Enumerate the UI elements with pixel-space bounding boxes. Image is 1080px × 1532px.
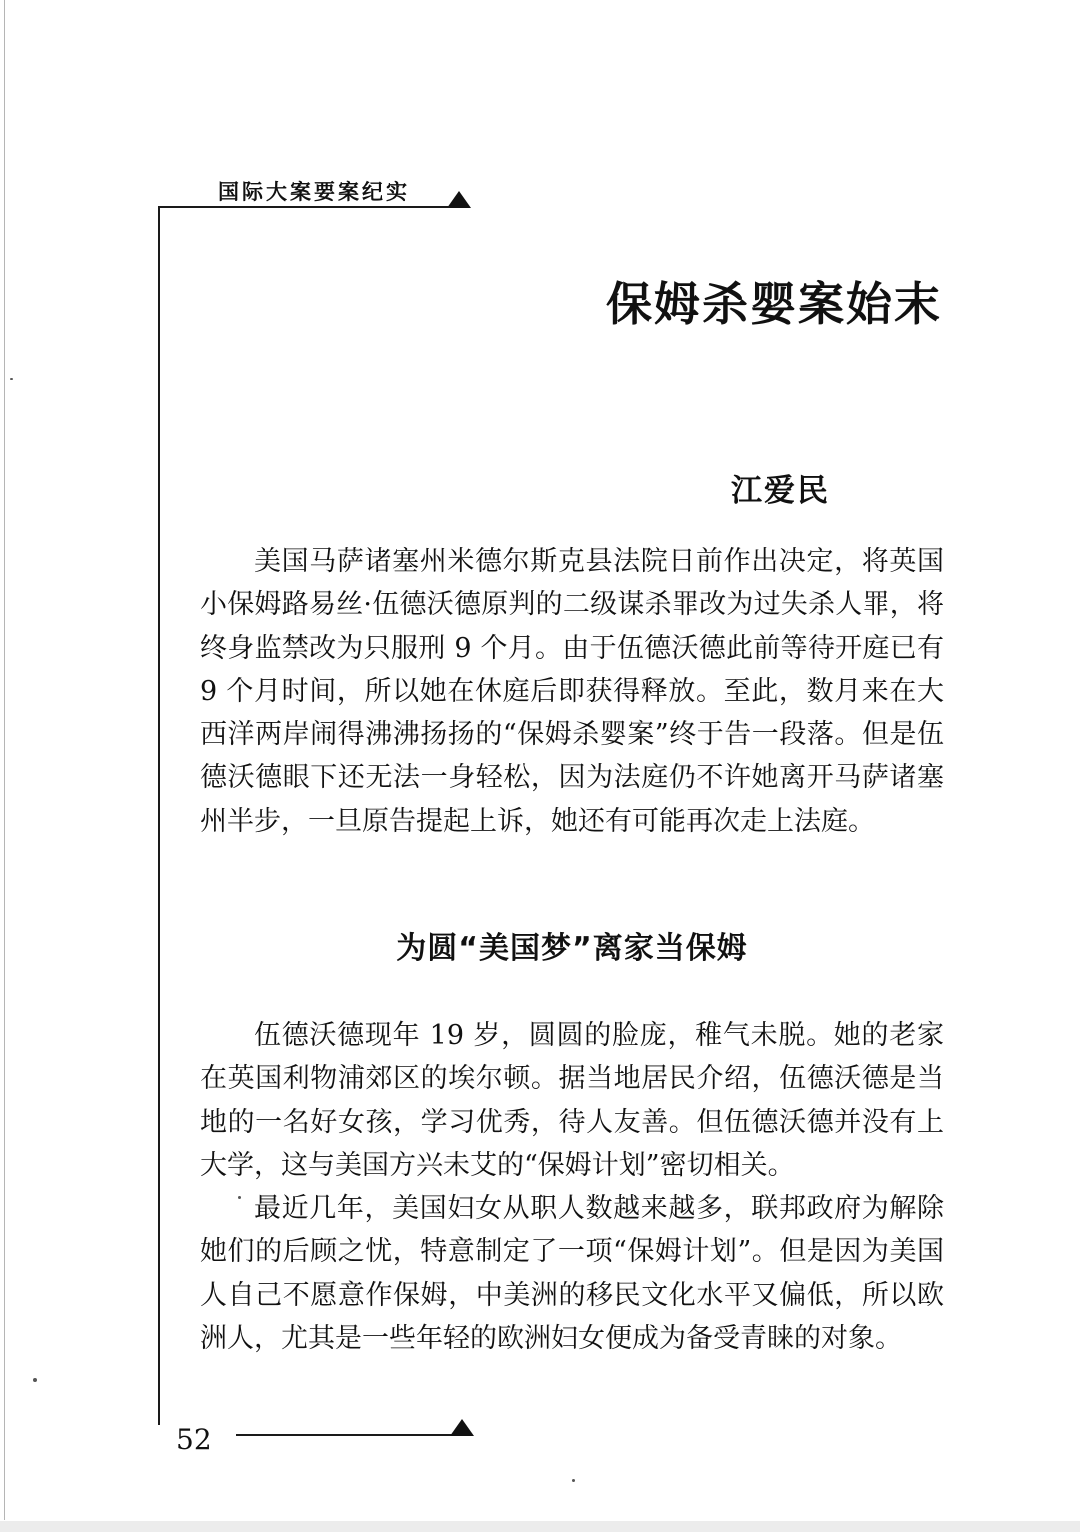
margin-rule <box>158 207 160 1425</box>
paragraph: 美国马萨诸塞州米德尔斯克县法院日前作出决定，将英国小保姆路易丝·伍德沃德原判的二级谋杀罪改为过失杀人罪，将终身监禁改为只服刑 9 个月。由于伍德沃德此前等待开庭已有 9 个月时间，所以她在休庭后即获得释放。至此，数月来在大西洋两岸闹得沸沸扬扬的“保姆杀婴案”终于告一段落。但是伍德沃德眼下还无法一身轻松，因为法庭仍不许她离开马萨诸塞州半步，一旦原告提起上诉，她还有可能再次走上法庭。 <box>200 546 944 837</box>
scan-speck <box>33 1378 37 1382</box>
scan-speck <box>572 1479 575 1482</box>
article-title: 保姆杀婴案始末 <box>606 277 942 331</box>
paragraph: 最近几年，美国妇女从职人数越来越多，联邦政府为解除她们的后顾之忧，特意制定了一项“保姆计划”。但是因为美国人自己不愿意作保姆，中美洲的移民文化水平又偏低，所以欧洲人，尤其是一些年轻的欧洲妇女便成为备受青睐的对象。 <box>200 1193 944 1355</box>
section-heading: 为圆“美国梦”离家当保姆 <box>396 931 748 966</box>
section-text <box>200 1014 944 1360</box>
paragraph: 伍德沃德现年 19 岁，圆圆的脸庞，稚气未脱。她的老家在英国利物浦郊区的埃尔顿。据当地居民介绍，伍德沃德是当地的一名好女孩，学习优秀，待人友善。但伍德沃德并没有上大学，这与美国方兴未艾的“保姆计划”密切相关。 <box>200 1020 944 1181</box>
triangle-icon <box>450 1419 474 1436</box>
scan-speck <box>10 378 13 380</box>
scan-speck <box>238 1196 241 1199</box>
intro-text <box>200 540 944 843</box>
page-bottom-shadow <box>0 1521 1080 1532</box>
header-rule <box>158 206 450 208</box>
running-header: 国际大案要案纪实 <box>218 179 410 204</box>
page-number: 52 <box>176 1423 212 1456</box>
author-name: 江爱民 <box>731 473 830 509</box>
page-edge <box>4 0 5 1520</box>
triangle-icon <box>447 191 471 208</box>
footer-rule <box>236 1434 454 1436</box>
